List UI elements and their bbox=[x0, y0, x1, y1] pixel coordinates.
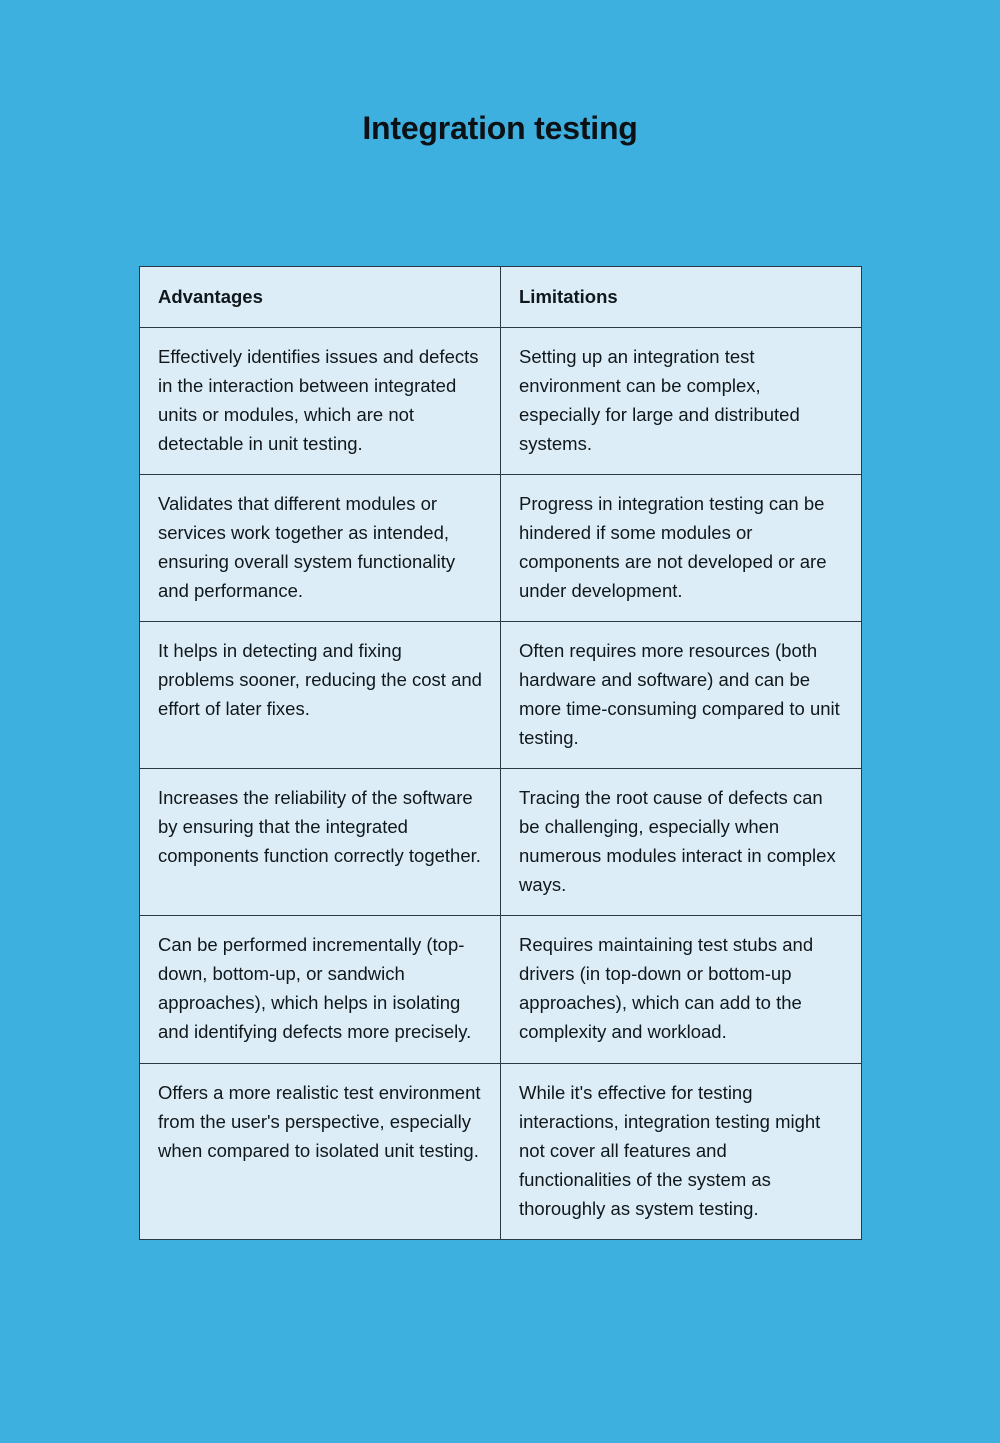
cell-advantage: Can be performed incrementally (top-down, bottom-up, or sandwich approaches), which helps in isolating and identifying defects more precisely. bbox=[140, 916, 501, 1063]
table-row bbox=[140, 622, 862, 769]
table-row bbox=[140, 1063, 862, 1239]
document-page bbox=[0, 21, 1000, 1443]
cell-advantage: Increases the reliability of the software by ensuring that the integrated components function correctly together. bbox=[140, 769, 501, 916]
cell-limitation: Tracing the root cause of defects can be challenging, especially when numerous modules interact in complex ways. bbox=[501, 769, 862, 916]
cell-advantage: Validates that different modules or services work together as intended, ensuring overall system functionality and performance. bbox=[140, 475, 501, 622]
table-body bbox=[140, 327, 862, 1239]
table-row bbox=[140, 769, 862, 916]
table-row bbox=[140, 916, 862, 1063]
cell-limitation: Progress in integration testing can be hindered if some modules or components are not developed or are under development. bbox=[501, 475, 862, 622]
cell-advantage: It helps in detecting and fixing problems sooner, reducing the cost and effort of later fixes. bbox=[140, 622, 501, 769]
advantages-limitations-table bbox=[139, 266, 862, 1240]
cell-advantage: Offers a more realistic test environment from the user's perspective, especially when compared to isolated unit testing. bbox=[140, 1063, 501, 1239]
cell-limitation: Often requires more resources (both hardware and software) and can be more time-consuming compared to unit testing. bbox=[501, 622, 862, 769]
cell-limitation: While it's effective for testing interactions, integration testing might not cover all features and functionalities of the system as thoroughly as system testing. bbox=[501, 1063, 862, 1239]
cell-advantage: Effectively identifies issues and defects in the interaction between integrated units or modules, which are not detectable in unit testing. bbox=[140, 327, 501, 474]
page-title: Integration testing bbox=[362, 110, 638, 147]
table-row bbox=[140, 475, 862, 622]
table-header-row bbox=[140, 266, 862, 327]
table-header bbox=[140, 266, 862, 327]
cell-limitation: Setting up an integration test environment can be complex, especially for large and distributed systems. bbox=[501, 327, 862, 474]
column-header-limitations: Limitations bbox=[501, 266, 862, 327]
column-header-advantages: Advantages bbox=[140, 266, 501, 327]
table-row bbox=[140, 327, 862, 474]
cell-limitation: Requires maintaining test stubs and drivers (in top-down or bottom-up approaches), which can add to the complexity and workload. bbox=[501, 916, 862, 1063]
comparison-table-container bbox=[139, 266, 861, 1240]
